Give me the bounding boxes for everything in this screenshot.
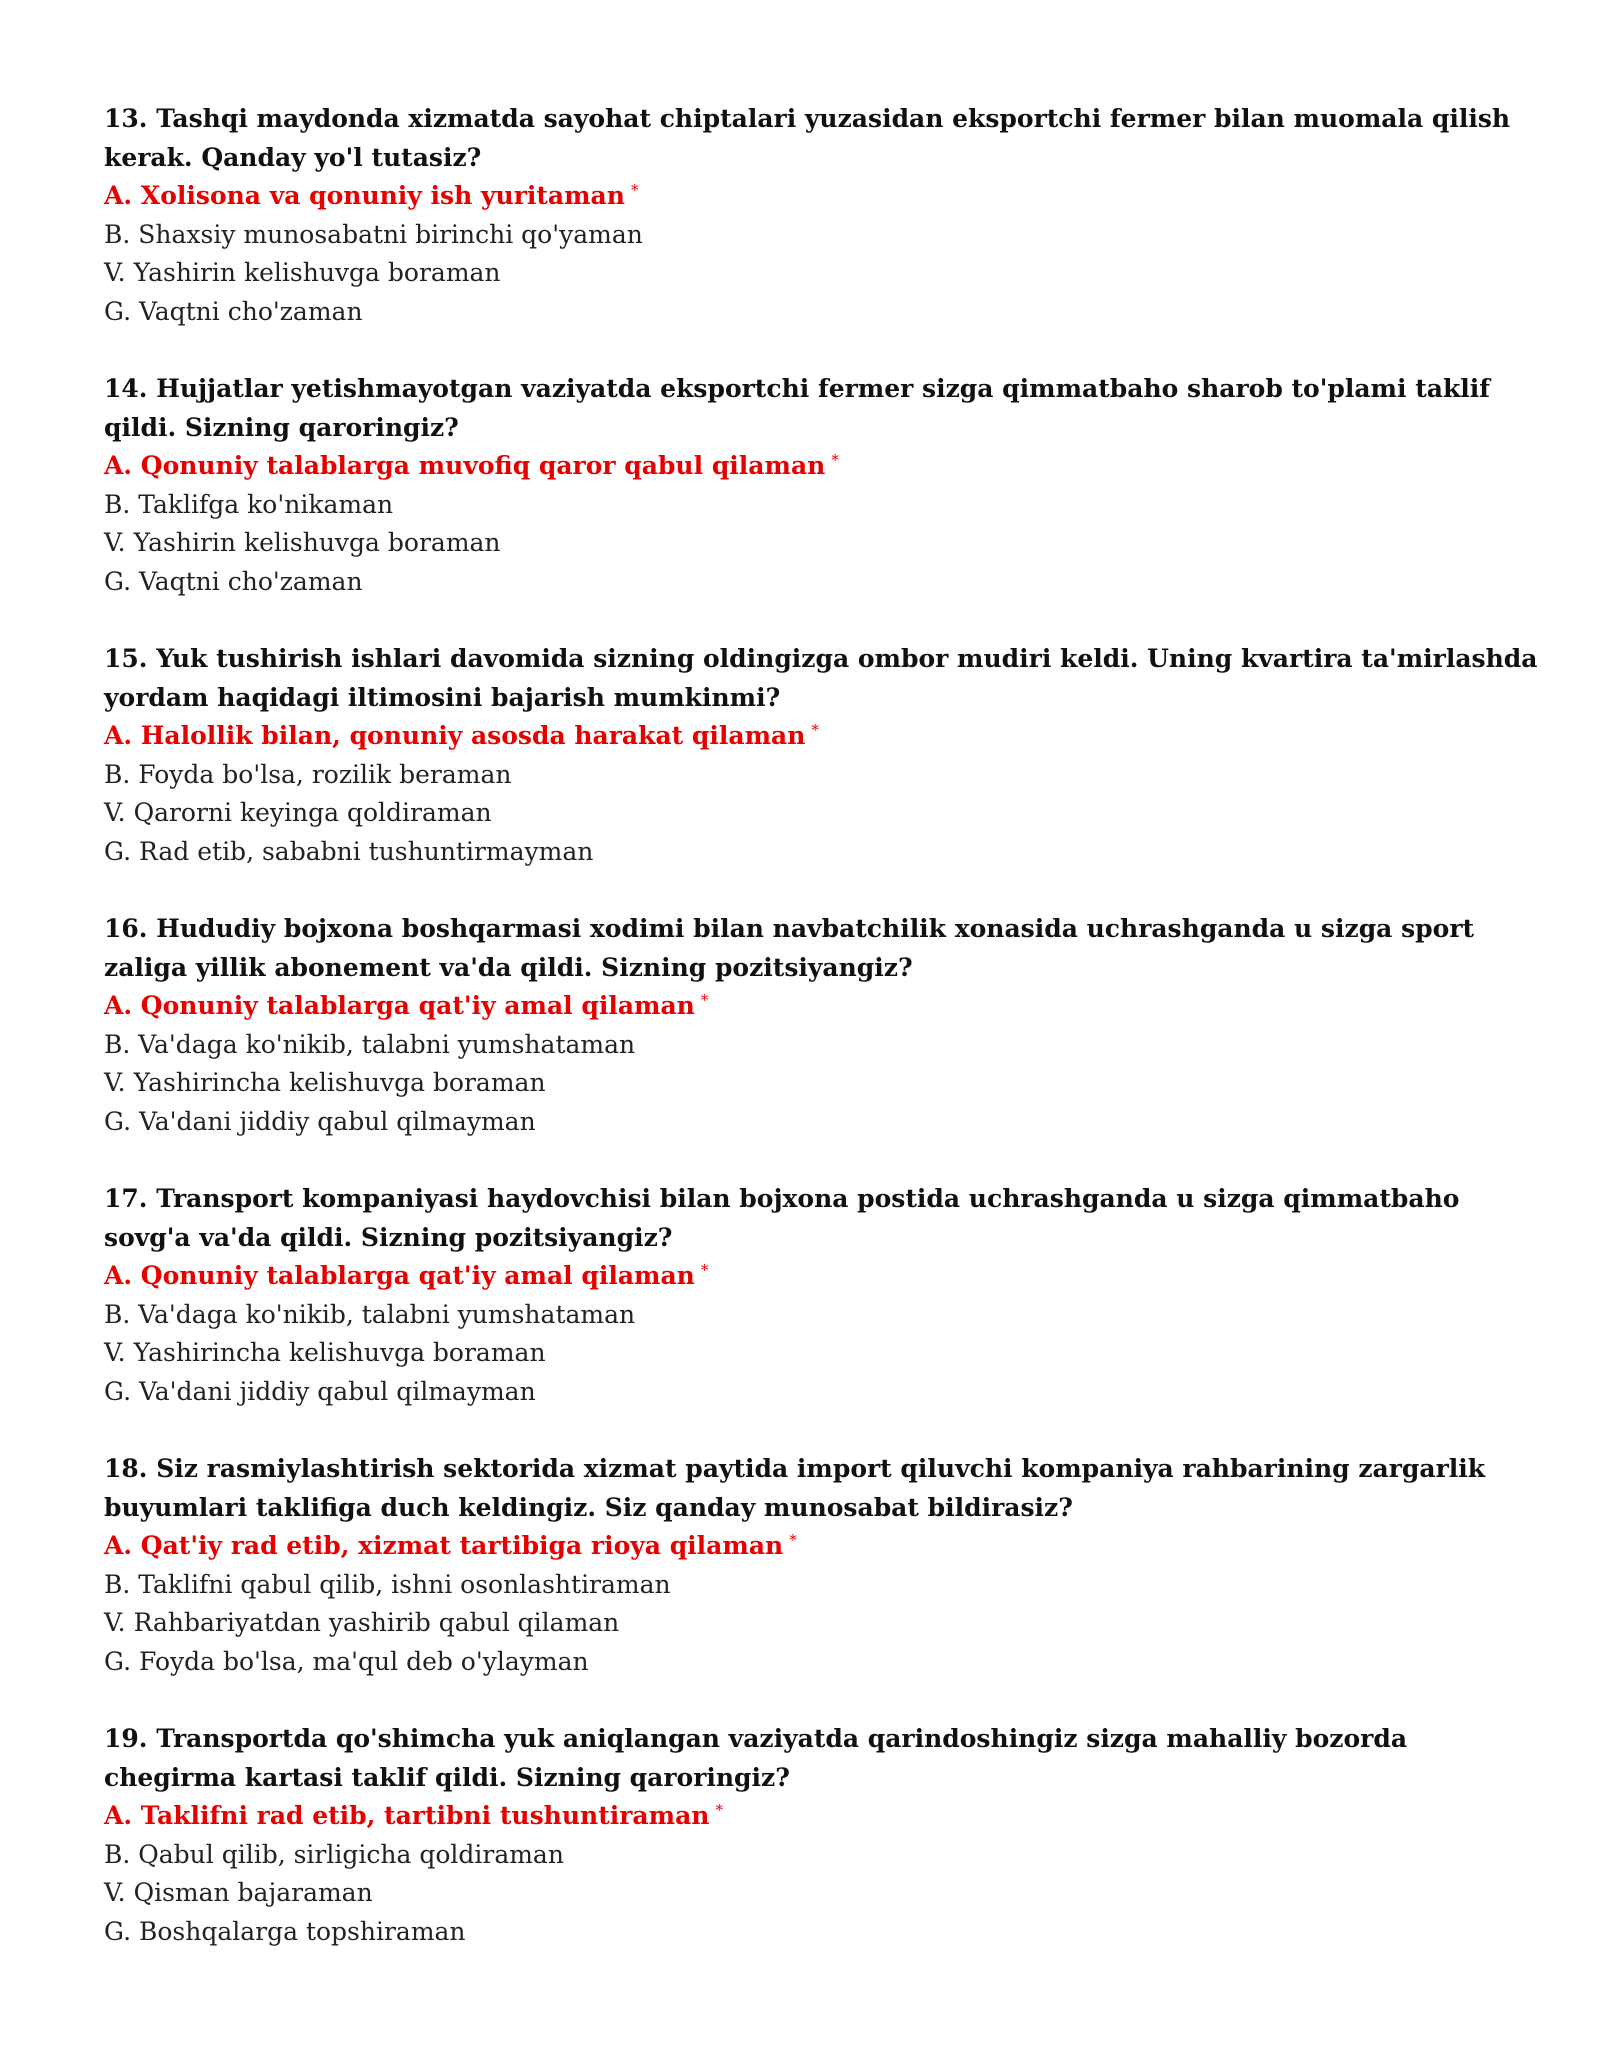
answer-option: B. Shaxsiy munosabatni birinchi qo'yaman <box>104 219 643 249</box>
answer-text: A. Qonuniy talablarga qat'iy amal qilaman <box>104 1261 695 1290</box>
answer-option: V. Qarorni keyinga qoldiraman <box>104 798 492 827</box>
correct-answer <box>104 1527 1540 1566</box>
correct-answer <box>104 987 1540 1026</box>
question-text: 18. Siz rasmiylashtirish sektorida xizmat paytida import qiluvchi kompaniya rahbarining zargarlik buyumlari taklifiga duch keldingiz. Siz qanday munosabat bildirasiz? <box>104 1454 1486 1522</box>
answer-text: A. Taklifni rad etib, tartibni tushuntiraman <box>104 1801 710 1830</box>
correct-marker: * <box>789 1530 797 1549</box>
answer-option: B. Foyda bo'lsa, rozilik beraman <box>104 759 512 789</box>
answer-option: V. Yashirin kelishuvga boraman <box>104 258 501 287</box>
answer-option: G. Vaqtni cho'zaman <box>104 566 363 596</box>
question-15 <box>104 640 1540 871</box>
question-text: 19. Transportda qo'shimcha yuk aniqlangan vaziyatda qarindoshingiz sizga mahalliy bozorda chegirma kartasi taklif qildi. Sizning qaroringiz? <box>104 1724 1408 1792</box>
question-17 <box>104 1180 1540 1411</box>
answer-option: G. Va'dani jiddiy qabul qilmayman <box>104 1106 536 1136</box>
answer-text: A. Xolisona va qonuniy ish yuritaman <box>104 181 625 210</box>
answer-option: V. Qisman bajaraman <box>104 1878 373 1907</box>
question-19 <box>104 1720 1540 1951</box>
question-text: 17. Transport kompaniyasi haydovchisi bilan bojxona postida uchrashganda u sizga qimmatbaho sovg'a va'da qildi. Sizning pozitsiyangiz? <box>104 1184 1460 1252</box>
correct-marker: * <box>700 1260 709 1279</box>
correct-answer <box>104 1257 1540 1296</box>
answer-option: V. Yashirin kelishuvga boraman <box>104 528 501 557</box>
answer-option: B. Taklifga ko'nikaman <box>104 489 394 519</box>
correct-answer <box>104 447 1540 486</box>
correct-answer <box>104 177 1540 216</box>
question-18 <box>104 1450 1540 1681</box>
correct-marker: * <box>831 450 839 469</box>
answer-text: A. Qonuniy talablarga qat'iy amal qilaman <box>104 991 695 1020</box>
correct-answer <box>104 717 1540 756</box>
answer-option: G. Vaqtni cho'zaman <box>104 296 363 326</box>
question-text: 13. Tashqi maydonda xizmatda sayohat chiptalari yuzasidan eksportchi fermer bilan muomala qilish kerak. Qanday yo'l tutasiz? <box>104 104 1511 172</box>
answer-option: V. Rahbariyatdan yashirib qabul qilaman <box>104 1608 620 1637</box>
question-14 <box>104 370 1540 601</box>
answer-text: A. Halollik bilan, qonuniy asosda harakat qilaman <box>104 721 806 750</box>
question-text: 15. Yuk tushirish ishlari davomida sizning oldingizga ombor mudiri keldi. Uning kvartira ta'mirlashda yordam haqidagi iltimosini bajarish mumkinmi? <box>104 644 1538 712</box>
answer-option: G. Rad etib, sababni tushuntirmayman <box>104 836 594 866</box>
answer-option: G. Boshqalarga topshiraman <box>104 1916 466 1946</box>
correct-marker: * <box>811 720 819 739</box>
answer-option: V. Yashirincha kelishuvga boraman <box>104 1338 546 1367</box>
question-16 <box>104 910 1540 1141</box>
answer-text: A. Qonuniy talablarga muvofiq qaror qabul qilaman <box>104 451 826 480</box>
question-text: 14. Hujjatlar yetishmayotgan vaziyatda eksportchi fermer sizga qimmatbaho sharob to'plami taklif qildi. Sizning qaroringiz? <box>104 374 1491 442</box>
answer-option: B. Va'daga ko'nikib, talabni yumshataman <box>104 1029 636 1059</box>
answer-option: V. Yashirincha kelishuvga boraman <box>104 1068 546 1097</box>
answer-text: A. Qat'iy rad etib, xizmat tartibiga rioya qilaman <box>104 1531 784 1560</box>
answer-option: B. Taklifni qabul qilib, ishni osonlashtiraman <box>104 1569 671 1599</box>
question-text: 16. Hududiy bojxona boshqarmasi xodimi bilan navbatchilik xonasida uchrashganda u sizga sport zaliga yillik abonement va'da qildi. Sizning pozitsiyangiz? <box>104 914 1475 982</box>
answer-option: B. Va'daga ko'nikib, talabni yumshataman <box>104 1299 636 1329</box>
correct-marker: * <box>630 180 639 199</box>
correct-answer <box>104 1797 1540 1836</box>
answer-option: G. Foyda bo'lsa, ma'qul deb o'ylayman <box>104 1646 589 1676</box>
correct-marker: * <box>700 990 709 1009</box>
correct-marker: * <box>715 1800 723 1819</box>
question-13 <box>104 100 1540 331</box>
answer-option: B. Qabul qilib, sirligicha qoldiraman <box>104 1839 564 1869</box>
answer-option: G. Va'dani jiddiy qabul qilmayman <box>104 1376 536 1406</box>
